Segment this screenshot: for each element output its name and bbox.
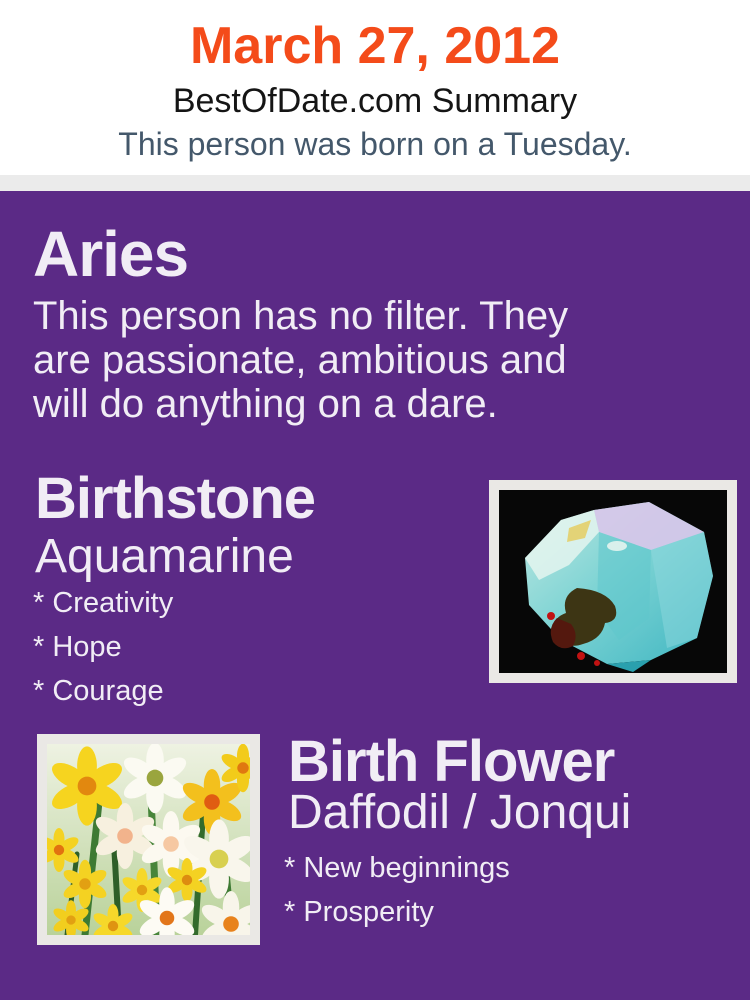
birth-flower-trait: * New beginnings: [284, 852, 510, 884]
summary-panel: [0, 191, 750, 1000]
divider-band: [0, 175, 750, 191]
birth-flower-trait: * Prosperity: [284, 896, 434, 928]
daffodil-photo: [47, 744, 250, 935]
birth-flower-traits-list: [284, 852, 510, 928]
birthstone-heading: Birthstone: [35, 466, 315, 531]
site-summary-title: BestOfDate.com Summary: [172, 82, 578, 120]
birthstone-photo-frame: [489, 480, 737, 683]
date-title: March 27, 2012: [189, 17, 561, 75]
birthstone-name: Aquamarine: [35, 530, 294, 583]
birthstone-traits-list: [33, 587, 173, 707]
aquamarine-photo: [499, 490, 727, 673]
birth-flower-photo-frame: [37, 734, 260, 945]
birth-flower-heading: Birth Flower: [288, 729, 615, 794]
birth-flower-name: Daffodil / Jonqui: [288, 786, 632, 839]
zodiac-description-line: will do anything on a dare.: [33, 382, 498, 426]
birthstone-trait: * Hope: [33, 631, 122, 663]
birthstone-trait: * Courage: [33, 675, 164, 707]
zodiac-sign-title: Aries: [33, 218, 189, 290]
zodiac-description: [33, 294, 568, 426]
birthstone-trait: * Creativity: [33, 587, 174, 619]
zodiac-description-line: This person has no filter. They: [33, 294, 569, 338]
zodiac-description-line: are passionate, ambitious and: [33, 338, 567, 382]
born-day-line: This person was born on a Tuesday.: [118, 126, 632, 162]
